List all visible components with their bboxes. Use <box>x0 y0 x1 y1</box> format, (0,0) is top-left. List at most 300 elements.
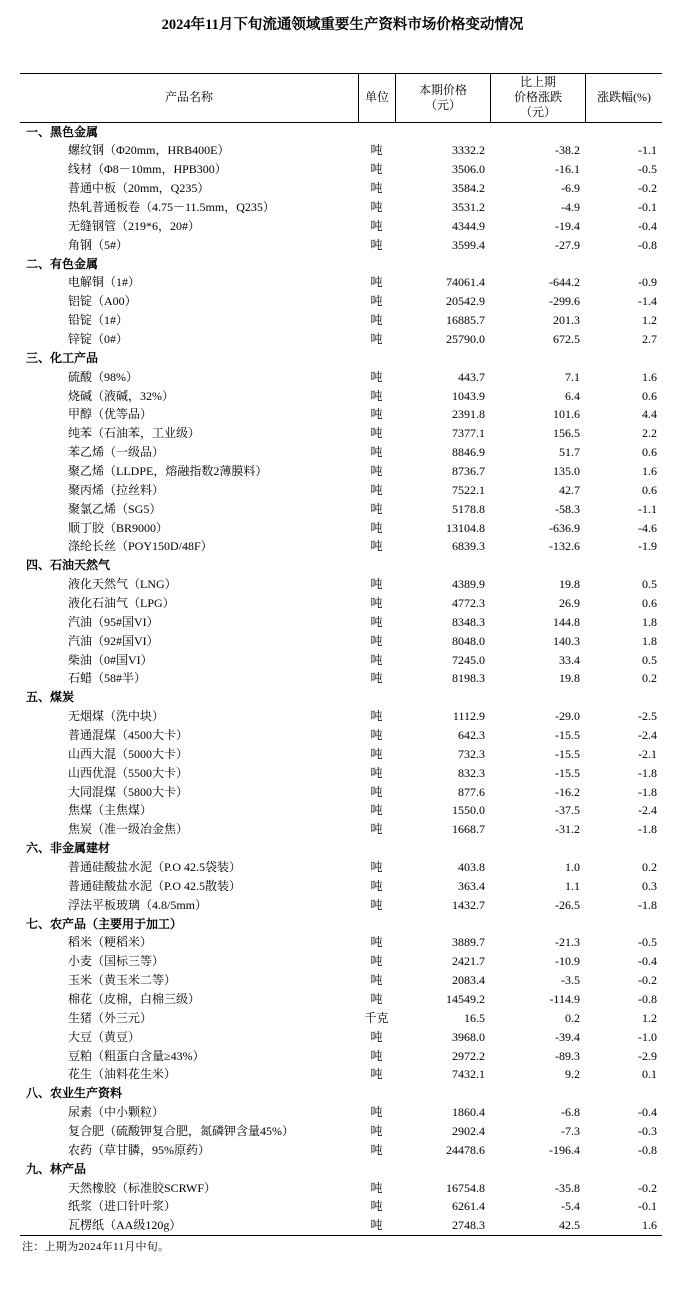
product-name-cell: 小麦（国标三等） <box>68 954 165 969</box>
pct-change-cell: 1.2 <box>642 1010 657 1025</box>
change-cell: -644.2 <box>549 275 580 290</box>
change-cell: 156.5 <box>553 426 580 441</box>
category-label: 九、林产品 <box>26 1161 87 1176</box>
unit-cell: 吨 <box>370 878 383 893</box>
table-header <box>20 74 662 123</box>
pct-change-cell: -0.2 <box>638 181 657 196</box>
price-cell: 8846.9 <box>452 445 485 460</box>
change-cell: 1.0 <box>565 860 580 875</box>
price-cell: 2972.2 <box>452 1048 485 1063</box>
table-row <box>20 896 662 915</box>
change-cell: -6.9 <box>561 181 580 196</box>
table-row <box>20 273 662 292</box>
change-cell: 42.5 <box>559 1218 580 1233</box>
pct-change-cell: -0.3 <box>638 1124 657 1139</box>
unit-cell: 吨 <box>370 181 383 196</box>
pct-change-cell: -4.6 <box>638 520 657 535</box>
product-name-cell: 液化天然气（LNG） <box>68 577 177 592</box>
unit-cell: 吨 <box>370 501 383 516</box>
pct-change-cell: 1.2 <box>642 313 657 328</box>
product-name-cell: 铝锭（A00） <box>68 294 137 309</box>
change-cell: -10.9 <box>555 954 580 969</box>
pct-change-cell: -1.8 <box>638 784 657 799</box>
pct-change-cell: -1.4 <box>638 294 657 309</box>
pct-change-cell: -2.1 <box>638 746 657 761</box>
pct-change-cell: -0.5 <box>638 935 657 950</box>
price-cell: 4772.3 <box>452 595 485 610</box>
pct-change-cell: -0.8 <box>638 1142 657 1157</box>
header-product-name-label: 产品名称 <box>164 90 213 105</box>
pct-change-cell: -0.2 <box>638 973 657 988</box>
change-cell: -15.5 <box>555 728 580 742</box>
table-row <box>20 594 662 613</box>
price-cell: 2902.4 <box>452 1124 485 1139</box>
category-label: 一、黑色金属 <box>26 124 99 139</box>
table-row <box>20 1141 662 1160</box>
price-cell: 3332.2 <box>452 143 485 158</box>
price-cell: 16885.7 <box>446 313 485 328</box>
table-row <box>20 1028 662 1047</box>
table-row <box>20 160 662 179</box>
table-row <box>20 387 662 406</box>
category-row <box>20 255 662 274</box>
change-cell: 19.8 <box>559 577 580 592</box>
price-cell: 1860.4 <box>452 1105 485 1120</box>
change-cell: -15.5 <box>555 765 580 780</box>
product-name-cell: 大同混煤（5800大卡） <box>68 784 189 799</box>
table-row <box>20 236 662 255</box>
category-row <box>20 839 662 858</box>
table-row <box>20 669 662 688</box>
product-name-cell: 无缝钢管（219*6，20#） <box>68 218 201 233</box>
change-cell: -21.3 <box>555 935 580 950</box>
table-row <box>20 481 662 500</box>
price-cell: 7245.0 <box>452 652 485 667</box>
change-cell: 201.3 <box>553 313 580 328</box>
change-cell: -299.6 <box>549 294 580 309</box>
unit-cell: 吨 <box>370 520 383 535</box>
product-name-cell: 涤纶长丝（POY150D/48F） <box>68 539 213 554</box>
price-cell: 4344.9 <box>452 218 485 233</box>
product-name-cell: 柴油（0#国VI） <box>68 652 153 667</box>
unit-cell: 吨 <box>370 860 383 875</box>
table-row <box>20 1103 662 1122</box>
pct-change-cell: 1.6 <box>642 463 657 478</box>
change-cell: -15.5 <box>555 746 580 761</box>
unit-cell: 吨 <box>370 1105 383 1120</box>
change-cell: 33.4 <box>559 652 580 667</box>
product-name-cell: 螺纹钢（Φ20mm，HRB400E） <box>68 143 230 158</box>
price-cell: 24478.6 <box>446 1142 485 1157</box>
pct-change-cell: -1.8 <box>638 765 657 780</box>
product-name-cell: 山西优混（5500大卡） <box>68 765 189 780</box>
change-cell: 7.1 <box>565 369 580 384</box>
change-cell: -19.4 <box>555 218 580 233</box>
table-row <box>20 990 662 1009</box>
pct-change-cell: -2.9 <box>638 1048 657 1063</box>
price-cell: 8348.3 <box>452 614 485 629</box>
pct-change-cell: -0.4 <box>638 954 657 969</box>
pct-change-cell: 1.6 <box>642 1218 657 1233</box>
unit-cell: 吨 <box>370 765 383 780</box>
change-cell: -6.8 <box>561 1105 580 1120</box>
product-name-cell: 铅锭（1#） <box>68 313 129 328</box>
header-pct-change <box>585 74 662 122</box>
unit-cell: 吨 <box>370 294 383 309</box>
price-cell: 1112.9 <box>452 709 485 724</box>
price-cell: 5178.8 <box>452 501 485 516</box>
pct-change-cell: 0.6 <box>642 388 657 403</box>
price-cell: 3889.7 <box>452 935 485 950</box>
product-name-cell: 焦炭（准一级冶金焦） <box>68 822 189 837</box>
pct-change-cell: 0.6 <box>642 482 657 497</box>
change-cell: -7.3 <box>561 1124 580 1139</box>
price-cell: 13104.8 <box>446 520 485 535</box>
table-row <box>20 707 662 726</box>
unit-cell: 吨 <box>370 728 383 742</box>
category-label: 七、农产品（主要用于加工） <box>26 916 183 931</box>
price-cell: 832.3 <box>458 765 485 780</box>
pct-change-cell: -0.9 <box>638 275 657 290</box>
header-change-label-2: 价格涨跌 <box>513 90 562 105</box>
product-name-cell: 纸浆（进口针叶浆） <box>68 1199 177 1214</box>
change-cell: -16.2 <box>555 784 580 799</box>
price-cell: 363.4 <box>458 878 485 893</box>
product-name-cell: 石蜡（58#半） <box>68 671 147 686</box>
header-price-label: 本期价格 <box>418 82 467 97</box>
price-cell: 74061.4 <box>446 275 485 290</box>
table-row <box>20 217 662 236</box>
product-name-cell: 浮法平板玻璃（4.8/5mm） <box>68 897 208 912</box>
table-row <box>20 952 662 971</box>
header-unit <box>358 74 395 122</box>
change-cell: 19.8 <box>559 671 580 686</box>
price-cell: 2421.7 <box>452 954 485 969</box>
change-cell: 1.1 <box>565 878 580 893</box>
unit-cell: 吨 <box>370 803 383 818</box>
price-cell: 16754.8 <box>446 1180 485 1195</box>
header-change <box>490 74 585 122</box>
unit-cell: 吨 <box>370 463 383 478</box>
unit-cell: 吨 <box>370 954 383 969</box>
header-pct-change-label: 涨跌幅(%) <box>597 90 651 105</box>
table-row <box>20 179 662 198</box>
change-cell: -26.5 <box>555 897 580 912</box>
product-name-cell: 热轧普通板卷（4.75－11.5mm，Q235） <box>68 199 275 214</box>
pct-change-cell: -0.5 <box>638 162 657 177</box>
unit-cell: 吨 <box>370 539 383 554</box>
product-name-cell: 瓦楞纸（AA级120g） <box>68 1218 182 1233</box>
unit-cell: 吨 <box>370 595 383 610</box>
pct-change-cell: 0.5 <box>642 577 657 592</box>
product-name-cell: 线材（Φ8－10mm，HPB300） <box>68 162 227 177</box>
unit-cell: 吨 <box>370 1199 383 1214</box>
pct-change-cell: -2.4 <box>638 728 657 742</box>
price-cell: 3584.2 <box>452 181 485 196</box>
unit-cell: 吨 <box>370 1029 383 1044</box>
pct-change-cell: 0.2 <box>642 860 657 875</box>
change-cell: -27.9 <box>555 237 580 252</box>
pct-change-cell: 1.8 <box>642 633 657 648</box>
product-name-cell: 山西大混（5000大卡） <box>68 746 189 761</box>
product-name-cell: 普通混煤（4500大卡） <box>68 728 189 742</box>
table-row <box>20 613 662 632</box>
product-name-cell: 顺丁胶（BR9000） <box>68 520 169 535</box>
pct-change-cell: -1.1 <box>638 501 657 516</box>
unit-cell: 吨 <box>370 369 383 384</box>
category-label: 五、煤炭 <box>26 690 75 705</box>
product-name-cell: 玉米（黄玉米二等） <box>68 973 177 988</box>
pct-change-cell: -0.4 <box>638 218 657 233</box>
change-cell: 672.5 <box>553 331 580 346</box>
product-name-cell: 角钢（5#） <box>68 237 129 252</box>
product-name-cell: 稻米（粳稻米） <box>68 935 153 950</box>
table-row <box>20 1179 662 1198</box>
category-row <box>20 1084 662 1103</box>
price-cell: 16.5 <box>464 1010 485 1025</box>
category-label: 四、石油天然气 <box>26 558 111 573</box>
table-row <box>20 1047 662 1066</box>
change-cell: -5.4 <box>561 1199 580 1214</box>
product-name-cell: 普通硅酸盐水泥（P.O 42.5散装） <box>68 878 242 893</box>
product-name-cell: 棉花（皮棉，白棉三级） <box>68 992 201 1007</box>
table-row <box>20 443 662 462</box>
pct-change-cell: -1.1 <box>638 143 657 158</box>
pct-change-cell: -0.1 <box>638 199 657 214</box>
pct-change-cell: 2.7 <box>642 331 657 346</box>
price-cell: 3599.4 <box>452 237 485 252</box>
header-price <box>395 74 490 122</box>
change-cell: -114.9 <box>549 992 580 1007</box>
change-cell: -37.5 <box>555 803 580 818</box>
price-cell: 877.6 <box>458 784 485 799</box>
product-name-cell: 聚氯乙烯（SG5） <box>68 501 162 516</box>
change-cell: 42.7 <box>559 482 580 497</box>
change-cell: 51.7 <box>559 445 580 460</box>
table-row <box>20 801 662 820</box>
table-body <box>20 123 662 1236</box>
table-row <box>20 933 662 952</box>
change-cell: -38.2 <box>555 143 580 158</box>
pct-change-cell: -0.1 <box>638 1199 657 1214</box>
product-name-cell: 豆粕（粗蛋白含量≥43%） <box>68 1048 205 1063</box>
change-cell: -29.0 <box>555 709 580 724</box>
price-cell: 7522.1 <box>452 482 485 497</box>
unit-cell: 吨 <box>370 1180 383 1195</box>
unit-cell: 吨 <box>370 1048 383 1063</box>
price-cell: 3506.0 <box>452 162 485 177</box>
price-table <box>20 73 662 1236</box>
price-cell: 2748.3 <box>452 1218 485 1233</box>
pct-change-cell: 0.6 <box>642 445 657 460</box>
price-cell: 4389.9 <box>452 577 485 592</box>
pct-change-cell: -2.4 <box>638 803 657 818</box>
table-row <box>20 971 662 990</box>
unit-cell: 吨 <box>370 897 383 912</box>
table-row <box>20 575 662 594</box>
pct-change-cell: -0.8 <box>638 992 657 1007</box>
unit-cell: 吨 <box>370 482 383 497</box>
unit-cell: 吨 <box>370 633 383 648</box>
product-name-cell: 聚丙烯（拉丝料） <box>68 482 165 497</box>
unit-cell: 吨 <box>370 992 383 1007</box>
unit-cell: 吨 <box>370 445 383 460</box>
table-row <box>20 1216 662 1235</box>
table-row <box>20 1122 662 1141</box>
price-cell: 642.3 <box>458 728 485 742</box>
price-cell: 14549.2 <box>446 992 485 1007</box>
table-row <box>20 764 662 783</box>
unit-cell: 吨 <box>370 162 383 177</box>
unit-cell: 吨 <box>370 784 383 799</box>
change-cell: -3.5 <box>561 973 580 988</box>
price-cell: 8048.0 <box>452 633 485 648</box>
table-row <box>20 1065 662 1084</box>
price-cell: 732.3 <box>458 746 485 761</box>
category-row <box>20 556 662 575</box>
header-price-unit: （元） <box>424 97 461 112</box>
category-row <box>20 688 662 707</box>
price-cell: 25790.0 <box>446 331 485 346</box>
change-cell: 6.4 <box>565 388 580 403</box>
unit-cell: 吨 <box>370 1124 383 1139</box>
product-name-cell: 苯乙烯（一级品） <box>68 445 165 460</box>
pct-change-cell: 0.1 <box>642 1067 657 1082</box>
change-cell: 101.6 <box>553 407 580 422</box>
pct-change-cell: -2.5 <box>638 709 657 724</box>
pct-change-cell: 0.6 <box>642 595 657 610</box>
change-cell: -4.9 <box>561 199 580 214</box>
price-cell: 6261.4 <box>452 1199 485 1214</box>
price-cell: 20542.9 <box>446 294 485 309</box>
price-cell: 1668.7 <box>452 822 485 837</box>
product-name-cell: 普通硅酸盐水泥（P.O 42.5袋装） <box>68 860 242 875</box>
product-name-cell: 锌锭（0#） <box>68 331 129 346</box>
unit-cell: 吨 <box>370 331 383 346</box>
category-label: 二、有色金属 <box>26 256 99 271</box>
unit-cell: 吨 <box>370 671 383 686</box>
table-row <box>20 368 662 387</box>
unit-cell: 吨 <box>370 1067 383 1082</box>
unit-cell: 吨 <box>370 935 383 950</box>
table-row <box>20 1197 662 1216</box>
price-cell: 1432.7 <box>452 897 485 912</box>
product-name-cell: 花生（油料花生米） <box>68 1067 177 1082</box>
price-cell: 3968.0 <box>452 1029 485 1044</box>
table-row <box>20 462 662 481</box>
category-row <box>20 349 662 368</box>
unit-cell: 吨 <box>370 426 383 441</box>
product-name-cell: 纯苯（石油苯，工业级） <box>68 426 201 441</box>
pct-change-cell: 1.6 <box>642 369 657 384</box>
category-row <box>20 123 662 142</box>
price-cell: 2391.8 <box>452 407 485 422</box>
product-name-cell: 聚乙烯（LLDPE，熔融指数2薄膜料） <box>68 463 268 478</box>
product-name-cell: 液化石油气（LPG） <box>68 595 175 610</box>
price-cell: 1550.0 <box>452 803 485 818</box>
unit-cell: 吨 <box>370 237 383 252</box>
table-row <box>20 537 662 556</box>
product-name-cell: 电解铜（1#） <box>68 275 141 290</box>
unit-cell: 吨 <box>370 388 383 403</box>
table-row <box>20 745 662 764</box>
price-cell: 403.8 <box>458 860 485 875</box>
price-cell: 6839.3 <box>452 539 485 554</box>
change-cell: -196.4 <box>549 1142 580 1157</box>
table-row <box>20 500 662 519</box>
price-cell: 8198.3 <box>452 671 485 686</box>
product-name-cell: 普通中板（20mm，Q235） <box>68 181 210 196</box>
table-row <box>20 858 662 877</box>
product-name-cell: 农药（草甘膦，95%原药） <box>68 1142 210 1157</box>
table-row <box>20 424 662 443</box>
product-name-cell: 复合肥（硫酸钾复合肥，氮磷钾含量45%） <box>68 1124 294 1139</box>
unit-cell: 吨 <box>370 652 383 667</box>
pct-change-cell: -0.2 <box>638 1180 657 1195</box>
table-row <box>20 1009 662 1028</box>
unit-cell: 吨 <box>370 1218 383 1233</box>
table-row <box>20 198 662 217</box>
change-cell: -89.3 <box>555 1048 580 1063</box>
unit-cell: 吨 <box>370 199 383 214</box>
pct-change-cell: 4.4 <box>642 407 657 422</box>
table-row <box>20 820 662 839</box>
header-unit-label: 单位 <box>364 90 389 105</box>
header-change-unit: （元） <box>519 105 556 120</box>
product-name-cell: 生猪（外三元） <box>68 1010 153 1025</box>
table-row <box>20 783 662 802</box>
table-row <box>20 311 662 330</box>
change-cell: -39.4 <box>555 1029 580 1044</box>
change-cell: -132.6 <box>549 539 580 554</box>
unit-cell: 吨 <box>370 709 383 724</box>
product-name-cell: 汽油（92#国VI） <box>68 633 159 648</box>
product-name-cell: 大豆（黄豆） <box>68 1029 141 1044</box>
pct-change-cell: -1.0 <box>638 1029 657 1044</box>
change-cell: 140.3 <box>553 633 580 648</box>
pct-change-cell: 2.2 <box>642 426 657 441</box>
unit-cell: 吨 <box>370 218 383 233</box>
price-cell: 7432.1 <box>452 1067 485 1082</box>
unit-cell: 吨 <box>370 822 383 837</box>
price-cell: 443.7 <box>458 369 485 384</box>
table-row <box>20 330 662 349</box>
category-label: 三、化工产品 <box>26 350 99 365</box>
unit-cell: 吨 <box>370 614 383 629</box>
table-row <box>20 292 662 311</box>
product-name-cell: 汽油（95#国VI） <box>68 614 159 629</box>
price-cell: 2083.4 <box>452 973 485 988</box>
product-name-cell: 尿素（中小颗粒） <box>68 1105 165 1120</box>
pct-change-cell: 0.5 <box>642 652 657 667</box>
pct-change-cell: -0.8 <box>638 237 657 252</box>
table-row <box>20 726 662 745</box>
unit-cell: 吨 <box>370 143 383 158</box>
product-name-cell: 甲醇（优等品） <box>68 407 153 422</box>
change-cell: 135.0 <box>553 463 580 478</box>
table-row <box>20 877 662 896</box>
price-cell: 3531.2 <box>452 199 485 214</box>
unit-cell: 吨 <box>370 973 383 988</box>
product-name-cell: 无烟煤（洗中块） <box>68 709 165 724</box>
pct-change-cell: 0.3 <box>642 878 657 893</box>
change-cell: 9.2 <box>565 1067 580 1082</box>
page-title: 2024年11月下旬流通领域重要生产资料市场价格变动情况 <box>161 17 524 33</box>
pct-change-cell: -1.9 <box>638 539 657 554</box>
table-row <box>20 519 662 538</box>
price-cell: 7377.1 <box>452 426 485 441</box>
table-row <box>20 405 662 424</box>
